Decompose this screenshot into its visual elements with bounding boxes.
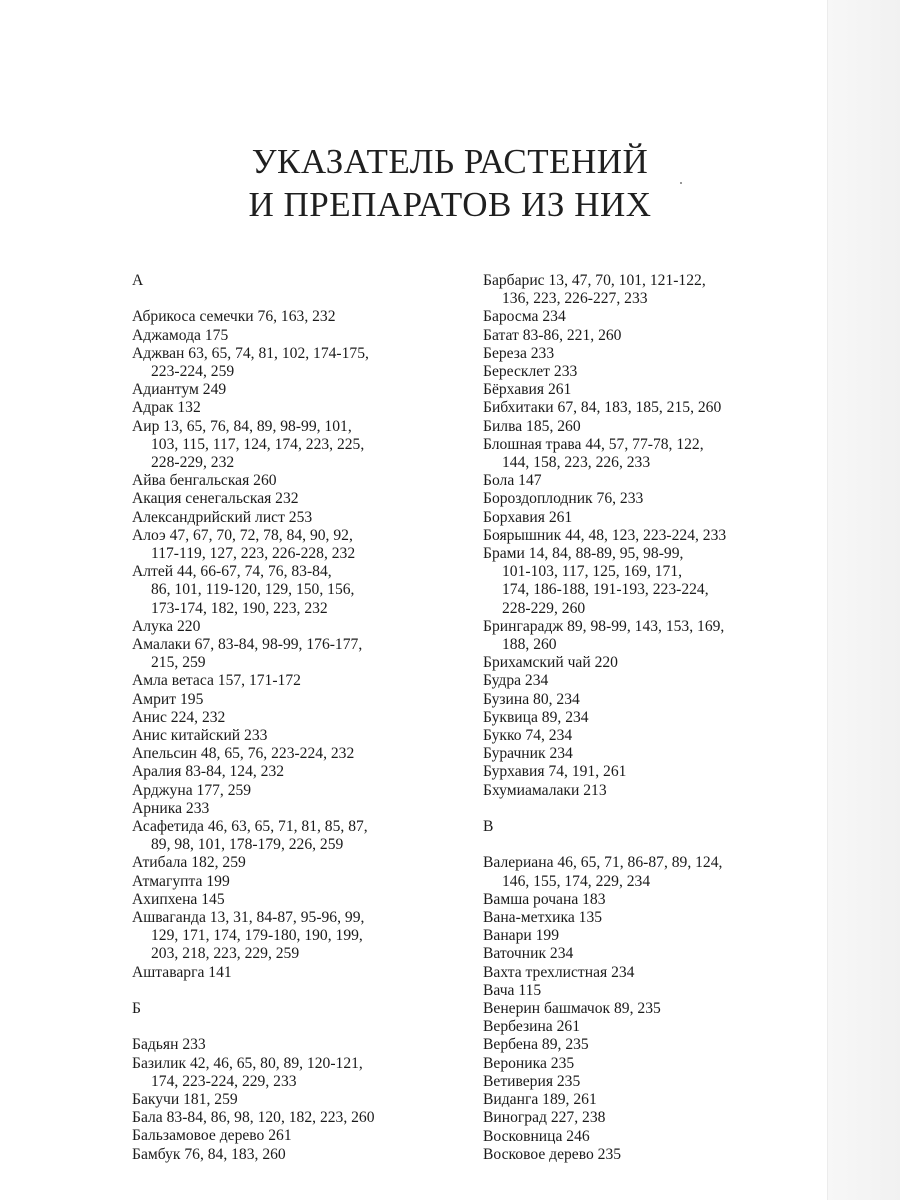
index-entry [483, 1073, 823, 1091]
entry-line: Бола 147 [483, 472, 542, 490]
entry-line: Аджван 63, 65, 74, 81, 102, 174-175, [132, 344, 369, 362]
entry-line: Ваточник 234 [483, 945, 574, 963]
index-entry [132, 1146, 462, 1164]
entry-line: Апельсин 48, 65, 76, 223-224, 232 [132, 745, 355, 763]
entry-line: Бхумиамалаки 213 [483, 781, 607, 799]
entry-line: Бальзамовое дерево 261 [132, 1127, 292, 1145]
index-entry [483, 1146, 823, 1164]
entry-line: Арника 233 [132, 799, 210, 817]
index-entry [132, 381, 462, 399]
index-entry [483, 345, 823, 363]
entry-line: Вахта трехлистная 234 [483, 963, 635, 981]
index-entry [483, 745, 823, 763]
entry-continuation: 146, 155, 174, 229, 234 [502, 872, 651, 890]
index-entry [483, 618, 823, 654]
index-entry [132, 745, 462, 763]
index-entry [483, 545, 823, 618]
index-entry [132, 891, 462, 909]
index-entry [483, 727, 823, 745]
index-column-left [132, 272, 462, 1164]
index-entry [483, 909, 823, 927]
index-entry [132, 782, 462, 800]
index-entry [132, 418, 462, 473]
entry-line: Бузина 80, 234 [483, 690, 580, 708]
index-entry [132, 472, 462, 490]
entry-continuation: 144, 158, 223, 226, 233 [502, 454, 651, 472]
entry-continuation: 174, 186-188, 191-193, 223-224, [502, 581, 709, 599]
entry-line: Букко 74, 234 [483, 727, 573, 745]
entry-line: Ванари 199 [483, 927, 560, 945]
entry-line: Аралия 83-84, 124, 232 [132, 763, 285, 781]
index-entry [132, 1055, 462, 1091]
entry-continuation: 228-229, 232 [151, 454, 235, 471]
entry-line: Амалаки 67, 83-84, 98-99, 176-177, [132, 636, 363, 654]
index-entry [483, 1109, 823, 1127]
entry-continuation: 223-224, 259 [151, 362, 235, 380]
index-entry [132, 800, 462, 818]
index-entry [483, 982, 823, 1000]
index-entry [132, 909, 462, 964]
index-entry [483, 654, 823, 672]
index-entry [483, 399, 823, 417]
entry-line: Александрийский лист 253 [132, 508, 313, 526]
index-entry [483, 509, 823, 527]
index-entry [132, 327, 462, 345]
entry-line: Ахипхена 145 [132, 890, 225, 908]
section-letter: Б [132, 1000, 141, 1018]
entry-line: Будра 234 [483, 672, 549, 690]
index-entry [483, 272, 823, 308]
index-entry [483, 418, 823, 436]
index-entry [132, 1109, 462, 1127]
entry-line: Адрак 132 [132, 399, 201, 417]
entry-line: Бороздоплодник 76, 233 [483, 490, 644, 508]
entry-line: Восковое дерево 235 [483, 1145, 622, 1163]
index-entry [483, 490, 823, 508]
entry-line: Акация сенегальская 232 [132, 490, 299, 508]
index-entry [132, 636, 462, 672]
entry-line: Алука 220 [132, 617, 201, 635]
entry-continuation: 203, 218, 223, 229, 259 [151, 945, 300, 963]
index-entry [132, 399, 462, 417]
entry-line: Бамбук 76, 84, 183, 260 [132, 1145, 286, 1163]
index-entry [483, 945, 823, 963]
print-speck [680, 182, 682, 184]
index-entry [132, 691, 462, 709]
index-entry [132, 618, 462, 636]
entry-line: Бёрхавия 261 [483, 381, 572, 399]
index-entry [132, 854, 462, 872]
index-entry [483, 436, 823, 472]
index-entry [132, 763, 462, 781]
entry-line: Айва бенгальская 260 [132, 472, 277, 490]
section-gap [483, 800, 823, 818]
index-entry [132, 345, 462, 381]
index-entry [132, 964, 462, 982]
entry-line: Вамша рочана 183 [483, 890, 606, 908]
title-line-2: И ПРЕПАРАТОВ ИЗ НИХ [248, 185, 652, 224]
entry-line: Билва 185, 260 [483, 417, 581, 435]
index-entry [483, 964, 823, 982]
index-entry [483, 854, 823, 890]
index-entry [483, 927, 823, 945]
entry-continuation: 174, 223-224, 229, 233 [151, 1072, 297, 1090]
entry-line: Анис 224, 232 [132, 708, 226, 726]
index-entry [132, 490, 462, 508]
entry-line: Баросма 234 [483, 308, 566, 326]
title-line-1: УКАЗАТЕЛЬ РАСТЕНИЙ [251, 142, 649, 181]
entry-line: Брихамский чай 220 [483, 654, 618, 672]
entry-continuation: 136, 223, 226-227, 233 [502, 290, 648, 308]
index-entry [132, 509, 462, 527]
index-entry [132, 709, 462, 727]
entry-continuation: 228-229, 260 [502, 599, 586, 617]
entry-line: Вербезина 261 [483, 1018, 581, 1036]
entry-continuation: 103, 115, 117, 124, 174, 223, 225, [151, 435, 365, 453]
entry-line: Вербена 89, 235 [483, 1036, 589, 1054]
entry-line: Батат 83-86, 221, 260 [483, 326, 622, 344]
entry-line: Асафетида 46, 63, 65, 71, 81, 85, 87, [132, 818, 368, 836]
section-letter: В [483, 818, 494, 836]
index-entry [132, 873, 462, 891]
entry-line: Атмагупта 199 [132, 872, 230, 890]
entry-continuation: 86, 101, 119-120, 129, 150, 156, [151, 581, 355, 599]
entry-line: Вана-метхика 135 [483, 909, 603, 927]
index-entry [483, 472, 823, 490]
index-entry [483, 672, 823, 690]
index-entry [483, 1036, 823, 1054]
section-letter: А [132, 272, 144, 289]
entry-line: Виданга 189, 261 [483, 1091, 597, 1109]
index-entry [483, 1000, 823, 1018]
entry-line: Ашваганда 13, 31, 84-87, 95-96, 99, [132, 909, 365, 927]
entry-line: Бала 83-84, 86, 98, 120, 182, 223, 260 [132, 1109, 375, 1127]
entry-continuation: 215, 259 [151, 654, 206, 672]
entry-line: Валериана 46, 65, 71, 86-87, 89, 124, [483, 854, 723, 872]
entry-line: Блошная трава 44, 57, 77-78, 122, [483, 435, 704, 453]
index-entry [483, 1091, 823, 1109]
entry-line: Виноград 227, 238 [483, 1109, 606, 1127]
entry-line: Восковница 246 [483, 1127, 590, 1145]
entry-line: Алоэ 47, 67, 70, 72, 78, 84, 90, 92, [132, 526, 353, 544]
entry-line: Бадьян 233 [132, 1036, 206, 1054]
entry-line: Базилик 42, 46, 65, 80, 89, 120-121, [132, 1054, 363, 1072]
entry-line: Адиантум 249 [132, 381, 227, 399]
index-entry [483, 1128, 823, 1146]
entry-line: Бурхавия 74, 191, 261 [483, 763, 627, 781]
entry-line: Анис китайский 233 [132, 727, 268, 745]
index-entry [483, 327, 823, 345]
entry-continuation: 117-119, 127, 223, 226-228, 232 [151, 545, 356, 563]
entry-line: Аир 13, 65, 76, 84, 89, 98-99, 101, [132, 417, 352, 435]
entry-line: Амла ветаса 157, 171-172 [132, 672, 301, 690]
index-entry [483, 763, 823, 781]
index-column-right [483, 272, 823, 1164]
entry-line: Ветиверия 235 [483, 1072, 581, 1090]
entry-continuation: 188, 260 [502, 636, 557, 654]
index-entry [132, 563, 462, 618]
entry-line: Бибхитаки 67, 84, 183, 185, 215, 260 [483, 399, 722, 417]
index-entry [483, 782, 823, 800]
index-entry [483, 527, 823, 545]
index-entry [132, 672, 462, 690]
index-entry [483, 381, 823, 399]
entry-line: Вача 115 [483, 981, 542, 999]
index-entry [483, 1055, 823, 1073]
entry-line: Бересклет 233 [483, 363, 578, 381]
entry-line: Алтей 44, 66-67, 74, 76, 83-84, [132, 563, 332, 581]
entry-line: Арджуна 177, 259 [132, 781, 252, 799]
entry-line: Аштаварга 141 [132, 963, 232, 981]
entry-line: Борхавия 261 [483, 508, 573, 526]
entry-line: Аджамода 175 [132, 326, 229, 344]
entry-line: Атибала 182, 259 [132, 854, 246, 872]
entry-line: Вероника 235 [483, 1054, 575, 1072]
index-entry [132, 308, 462, 326]
entry-line: Буквица 89, 234 [483, 708, 589, 726]
entry-continuation: 101-103, 117, 125, 169, 171, [502, 563, 683, 581]
index-entry [483, 1018, 823, 1036]
index-entry [483, 691, 823, 709]
entry-line: Венерин башмачок 89, 235 [483, 1000, 661, 1018]
entry-line: Брами 14, 84, 88-89, 95, 98-99, [483, 545, 684, 563]
index-entry [483, 363, 823, 381]
index-entry [483, 709, 823, 727]
entry-line: Амрит 195 [132, 690, 204, 708]
index-entry [132, 1127, 462, 1145]
index-entry [483, 891, 823, 909]
entry-line: Брингарадж 89, 98-99, 143, 153, 169, [483, 617, 725, 635]
entry-line: Береза 233 [483, 344, 555, 362]
entry-continuation: 89, 98, 101, 178-179, 226, 259 [151, 836, 344, 854]
entry-line: Абрикоса семечки 76, 163, 232 [132, 308, 336, 326]
entry-line: Барбарис 13, 47, 70, 101, 121-122, [483, 272, 706, 289]
index-entry [132, 1036, 462, 1054]
index-entry [483, 308, 823, 326]
entry-line: Бакучи 181, 259 [132, 1091, 238, 1109]
index-entry [132, 727, 462, 745]
index-entry [132, 527, 462, 563]
entry-line: Бурачник 234 [483, 745, 573, 763]
entry-continuation: 129, 171, 174, 179-180, 190, 199, [151, 927, 363, 945]
page-title [0, 140, 900, 226]
section-gap [132, 982, 462, 1000]
entry-continuation: 173-174, 182, 190, 223, 232 [151, 599, 328, 617]
index-entry [132, 1091, 462, 1109]
index-entry [132, 818, 462, 854]
entry-line: Боярышник 44, 48, 123, 223-224, 233 [483, 526, 727, 544]
